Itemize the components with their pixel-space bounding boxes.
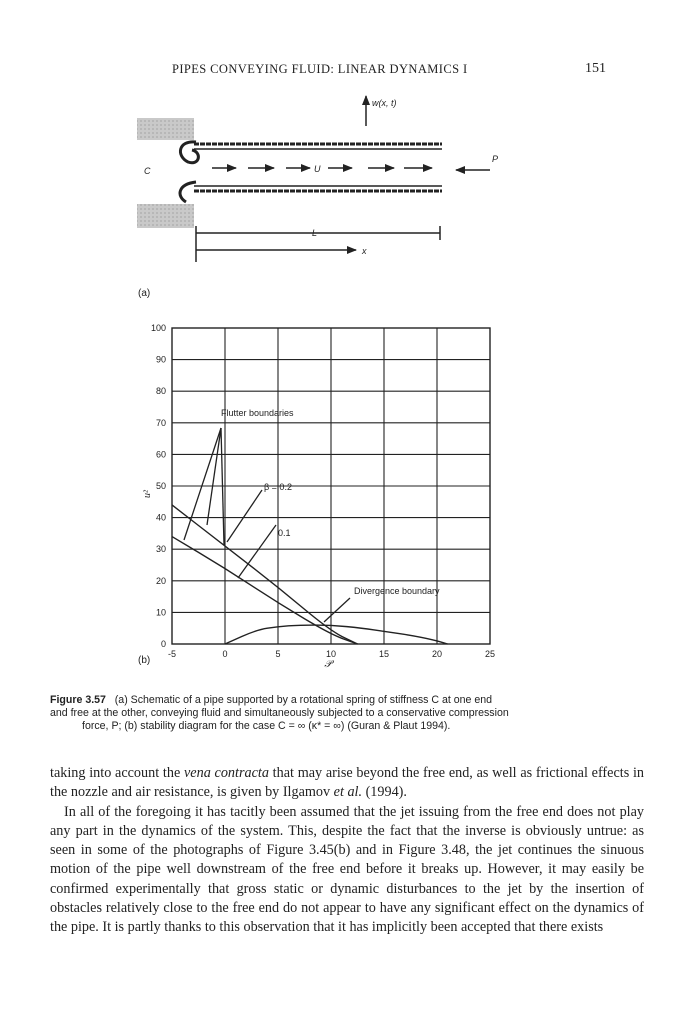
label-C: C bbox=[144, 166, 151, 176]
label-x: x bbox=[362, 246, 367, 256]
figure-caption bbox=[50, 694, 645, 734]
y-axis-label: u² bbox=[142, 490, 153, 498]
y-tick-labels bbox=[151, 323, 166, 649]
rotational-spring-lower bbox=[180, 182, 196, 202]
schematic-panel-a bbox=[137, 96, 498, 299]
y-tick-label: 40 bbox=[155, 512, 166, 523]
paragraph-1 bbox=[50, 764, 644, 803]
annotation-beta-01: 0.1 bbox=[278, 528, 291, 538]
y-tick-label: 0 bbox=[160, 639, 166, 649]
chart-grid bbox=[172, 328, 490, 644]
series-line-3 bbox=[225, 625, 448, 644]
x-tick-label: 20 bbox=[431, 649, 443, 659]
paragraph-1-italic-2: et al. bbox=[333, 784, 363, 801]
x-tick-label: 5 bbox=[275, 649, 281, 659]
y-tick-label: 50 bbox=[155, 481, 166, 491]
caption-label: Figure 3.57 bbox=[50, 694, 106, 706]
label-P: P bbox=[492, 154, 499, 164]
chart-series bbox=[172, 505, 448, 644]
paragraph-1-part-b: that may arise beyond the free end, as well as frictional effects in the nozzle and air resistance, is given by Ilgamov bbox=[50, 765, 645, 801]
label-U: U bbox=[314, 164, 321, 174]
lower-wall bbox=[137, 204, 194, 228]
annotation-divergence-boundary: Divergence boundary bbox=[354, 586, 440, 596]
upper-wall bbox=[137, 118, 194, 140]
panel-label-a: (a) bbox=[138, 288, 151, 299]
running-title: PIPES CONVEYING FLUID: LINEAR DYNAMICS I bbox=[172, 62, 468, 76]
x-tick-label: 10 bbox=[325, 649, 337, 659]
x-tick-label: 25 bbox=[484, 649, 496, 659]
body-text bbox=[50, 764, 644, 938]
series-line-1 bbox=[172, 505, 358, 644]
label-w: w(x, t) bbox=[372, 98, 397, 108]
series-line-2 bbox=[172, 537, 358, 644]
y-tick-label: 90 bbox=[155, 354, 166, 365]
annotation-pointers bbox=[184, 428, 350, 622]
paragraph-1-part-c: (1994). bbox=[362, 784, 407, 801]
x-axis-label: 𝒫 bbox=[324, 659, 332, 670]
y-tick-label: 20 bbox=[155, 575, 166, 586]
y-tick-label: 70 bbox=[155, 417, 166, 428]
y-tick-label: 10 bbox=[155, 607, 166, 618]
paragraph-1-italic: vena contracta bbox=[184, 765, 269, 781]
caption-line-3: force, P; (b) stability diagram for the case C = ∞ (κ* = ∞) (Guran & Plaut 1994). bbox=[82, 720, 451, 733]
paragraph-2: In all of the foregoing it has tacitly been assumed that the jet issuing from the free end does not play any part in the dynamics of the system. This, despite the fact that the inverse is obviously untrue: as seen in some of the photographs of Figure 3.45(b) and in Figure 3.48, the jet continues the sinuous motion of the pipe well downstream of the free end before it breaks up. However, it may easily be confirmed experimentally that gross static or dynamic disturbances to the jet by the insertion of obstacles relatively close to the free end do not appear to have any significant effect on the dynamics of the pipe. It is partly thanks to this observation that it has implicitly been accepted that there exists bbox=[50, 803, 644, 936]
annotation-beta: β = 0.2 bbox=[264, 482, 292, 492]
caption-line-2: and free at the other, conveying fluid and simultaneously subjected to a conservative compression bbox=[50, 707, 509, 720]
x-tick-labels bbox=[168, 649, 495, 659]
x-tick-label: -5 bbox=[167, 649, 177, 659]
panel-label-b: (b) bbox=[138, 655, 151, 666]
paragraph-1-part-a: taking into account the bbox=[50, 765, 184, 781]
stability-chart-panel-b bbox=[138, 323, 495, 670]
label-L: L bbox=[312, 228, 318, 238]
y-tick-label: 80 bbox=[155, 386, 166, 397]
page-number: 151 bbox=[585, 61, 606, 76]
x-tick-label: 0 bbox=[222, 649, 228, 659]
x-tick-label: 15 bbox=[378, 649, 390, 659]
annotation-flutter-boundaries: Flutter boundaries bbox=[221, 408, 294, 418]
y-tick-label: 60 bbox=[155, 449, 166, 460]
y-tick-label: 100 bbox=[150, 323, 166, 333]
caption-line-1: (a) Schematic of a pipe supported by a rotational spring of stiffness C at one end bbox=[114, 694, 493, 706]
y-tick-label: 30 bbox=[155, 544, 166, 555]
